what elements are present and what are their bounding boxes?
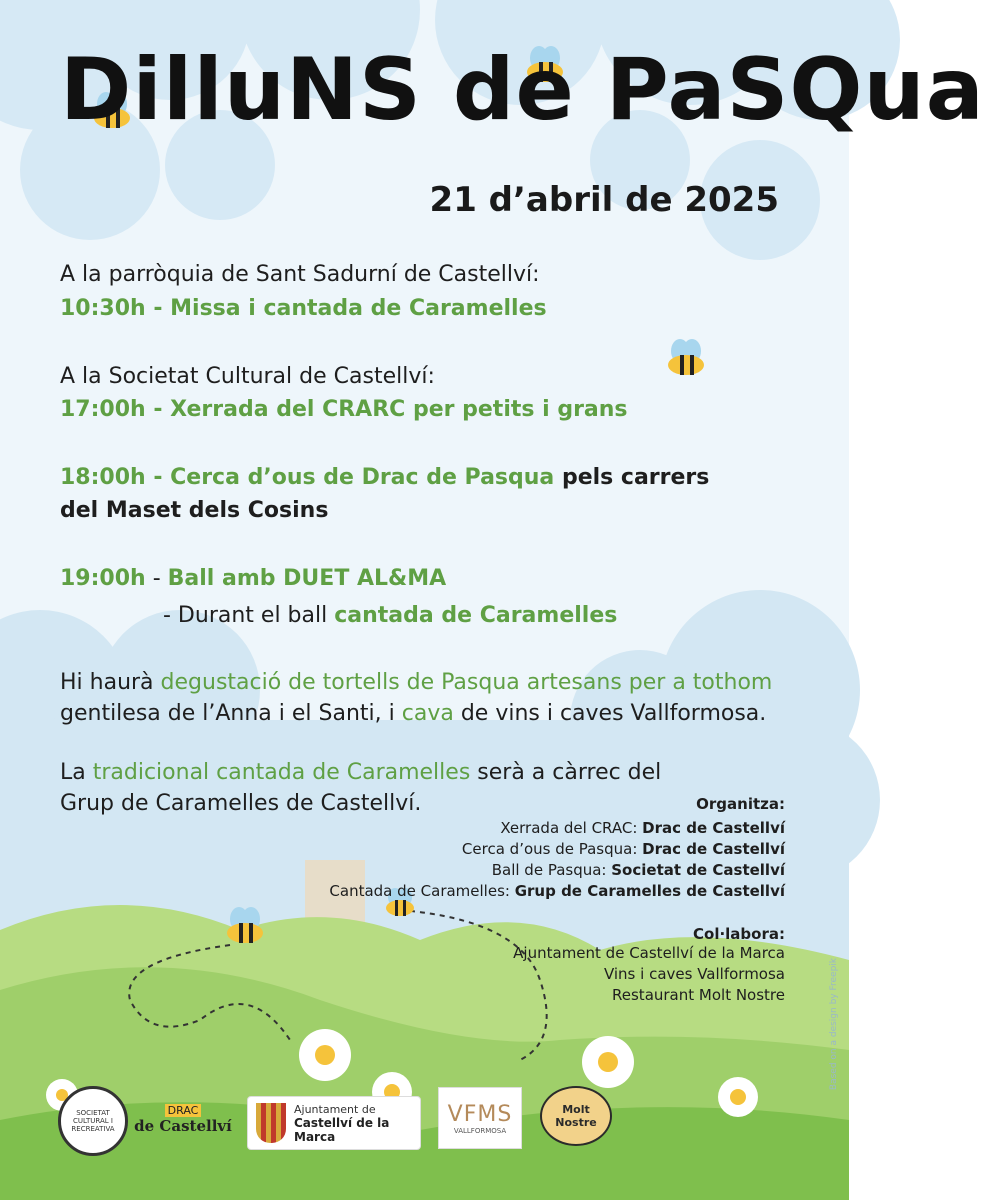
organitza-label: Xerrada del CRAC: [500,819,643,837]
organitza-value: Societat de Castellví [611,861,785,879]
organitza-value: Drac de Castellví [642,840,785,858]
society-intro: A la Societat Cultural de Castellví: [60,364,435,389]
cava-highlight: cava [401,701,454,726]
ball-name: Ball amb DUET AL&MA [167,566,447,591]
shield-icon [256,1103,286,1143]
egg-hunt-event: 18:00h - Cerca d’ous de Drac de Pasqua [60,465,555,490]
vallformosa-logo [438,1087,522,1149]
tasting-text: Hi haurà [60,670,161,695]
tasting-highlight: degustació de tortells de Pasqua artesans per a tothom [160,670,773,695]
bee-icon [668,339,704,375]
bee-icon [227,907,263,943]
vfms-logo-text: VFMS [447,1101,513,1127]
flower-icon [299,1029,351,1081]
organitza-value: Grup de Caramelles de Castellví [514,882,785,900]
ball-dash: - [145,566,168,591]
ajuntament-logo-name: Castellví de la Marca [294,1115,390,1144]
ball-during: - Durant el ball [163,603,335,628]
societat-logo [58,1086,128,1156]
caramelles-text: La [60,760,93,785]
flower-icon [582,1036,634,1088]
organitza-row [492,861,785,879]
drac-logo [133,1086,233,1152]
organitza-label: Ball de Pasqua: [491,861,612,879]
tasting-text: gentilesa de l’Anna i el Santi, i [60,701,402,726]
parish-intro: A la parròquia de Sant Sadurní de Castellví: [60,262,540,287]
parish-event: 10:30h - Missa i cantada de Caramelles [60,296,547,321]
ball-line [60,566,446,591]
tasting-text: de vins i caves Vallformosa. [453,701,767,726]
vfms-logo-subtext: VALLFORMOSA [453,1126,507,1135]
organitza-heading: Organitza: [696,795,785,813]
organitza-value: Drac de Castellví [642,819,785,837]
tasting-line-1 [60,670,772,695]
ajuntament-logo [247,1096,421,1150]
caramelles-text: serà a càrrec del [470,760,662,785]
page-title: DilluNS de PaSQua [60,40,985,140]
collabora-item: Vins i caves Vallformosa [603,965,785,983]
flower-icon [718,1077,758,1117]
ball-time: 19:00h [60,566,146,591]
collabora-item: Restaurant Molt Nostre [612,986,785,1004]
collabora-item: Ajuntament de Castellví de la Marca [513,944,785,962]
caramelles-line-1 [60,760,661,785]
organitza-label: Cantada de Caramelles: [329,882,515,900]
ball-during-caramelles: cantada de Caramelles [334,603,618,628]
design-credit: Based on a design by Freepik [829,958,839,1091]
egg-hunt-place: pels carrers [554,465,710,490]
ajuntament-logo-text: Ajuntament de [294,1102,376,1116]
drac-logo-subtext: de Castellví [134,1116,232,1135]
egg-hunt-line-1 [60,465,709,490]
organitza-row [500,819,785,837]
organitza-label: Cerca d’ous de Pasqua: [461,840,643,858]
tasting-line-2 [60,701,766,726]
drac-logo-text: DRAC [165,1104,202,1117]
societat-logo-text: SOCIETAT CULTURAL I RECREATIVA [71,1109,115,1133]
ball-during-line [163,603,617,628]
caramelles-line-2: Grup de Caramelles de Castellví. [60,791,422,816]
molt-nostre-logo-text: Molt Nostre [555,1103,597,1129]
collabora-heading: Col·labora: [693,925,785,943]
caramelles-highlight: tradicional cantada de Caramelles [92,760,471,785]
molt-nostre-logo [540,1086,612,1146]
society-event: 17:00h - Xerrada del CRARC per petits i grans [60,397,628,422]
egg-hunt-place-2: del Maset dels Cosins [60,498,329,523]
organitza-row [329,882,785,900]
event-date: 21 d’abril de 2025 [429,180,779,220]
organitza-row [462,840,785,858]
